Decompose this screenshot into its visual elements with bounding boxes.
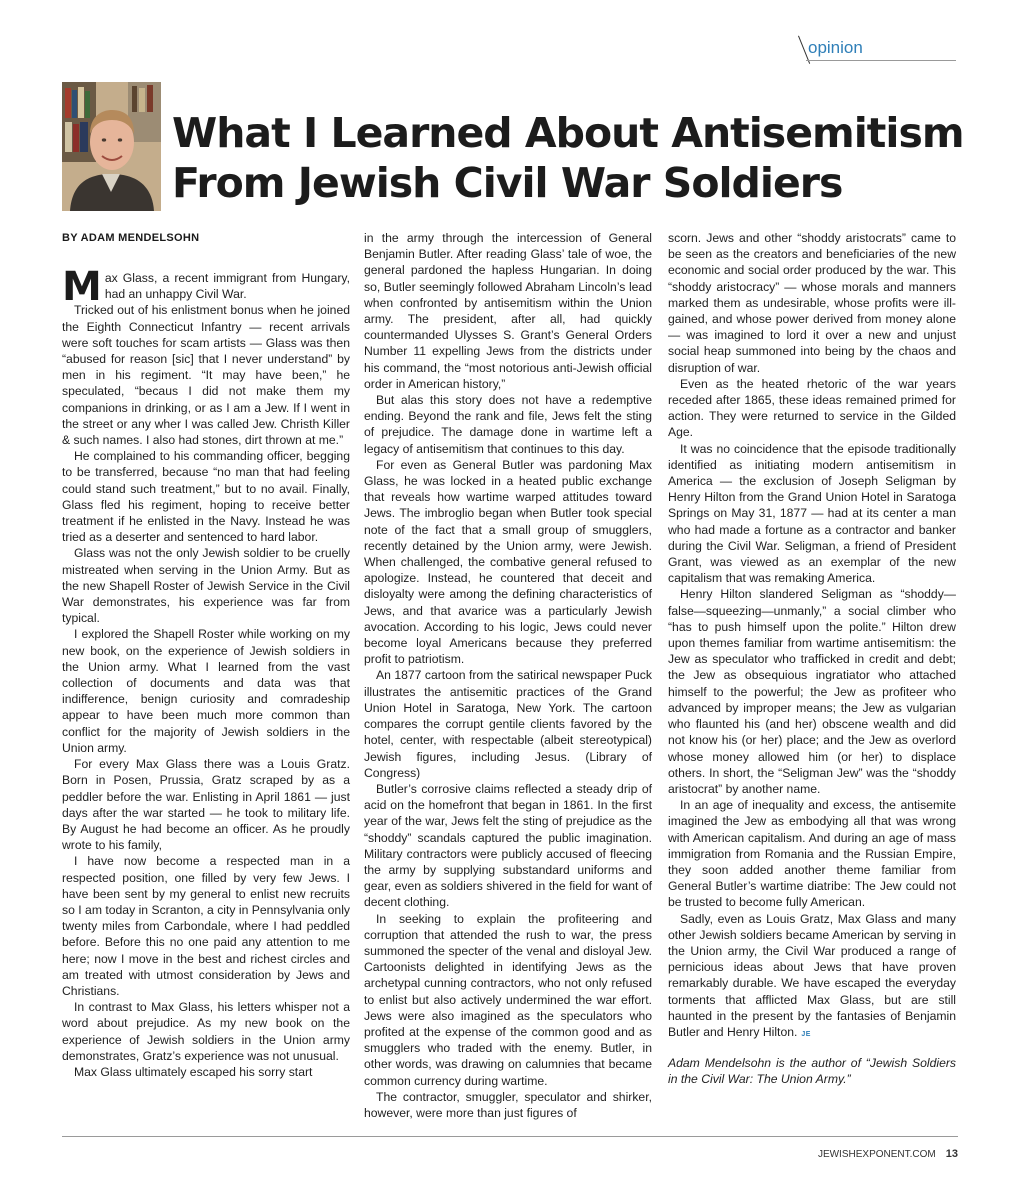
paragraph: In contrast to Max Glass, his letters whisper not a word about prejudice. As my new book on the experience of Jewish soldiers in the Union army demonstrates, Gratz’s experience was not unusual.	[62, 1000, 350, 1063]
paragraph: He complained to his commanding officer, begging to be transferred, because “no man that had feeling could stand such treatment,” but to no avail. Finally, Glass fled his regiment, hoping to receive better treatment if he enlisted in the Navy. Instead he was tried as a deserter and sentenced to hard labor.	[62, 449, 350, 545]
headline	[172, 108, 972, 208]
footer	[818, 1148, 958, 1160]
quoted-letter: I have now become a respected man in a respected position, one filled by very few Jews. I have been sent by my general to enlist new recruits so I am today in Scranton, a city in Pennsylvania only twenty miles from Carbondale, where I had peddled before. Before this no one paid any attention to me here; now I move in the best and richest circles and am treated with utmost consideration by Jews and Christians.	[62, 854, 350, 998]
paragraph: But alas this story does not have a redemptive ending. Beyond the rank and file, Jews felt the sting of prejudice. The damage done in wartime left a legacy of antisemitism that continues to this day.	[364, 393, 652, 456]
paragraph: The contractor, smuggler, speculator and shirker, however, were more than just figures of	[364, 1089, 652, 1120]
paragraph: In an age of inequality and excess, the antisemite imagined the Jew as embodying all that was wrong with American capitalism. And during an age of mass immigration from Romania and the Russian Empire, they soon added another theme familiar from General Butler’s wartime diatribe: The Jew could not be trusted to become fully American.	[668, 798, 956, 910]
section-rule	[806, 60, 956, 61]
paragraph: in the army through the intercession of General Benjamin Butler. After reading Glass’ tale of woe, the general pardoned the hapless Hungarian. In doing so, Butler seemingly followed Abraham Lincoln’s lead when confronted by antisemitism within the Union army. The president, after all, had quickly countermanded Ulysses S. Grant’s General Orders Number 11 expelling Jews from the districts under his command, the “most notorious anti-Jewish official order in American history,”	[364, 231, 652, 391]
paragraph-text: Sadly, even as Louis Gratz, Max Glass and many other Jewish soldiers became American by serving in the Union army, the Civil War produced a range of pernicious ideas about Jews that have proven remarkably durable. We have escaped the everyday torments that afflicted Max Glass, but are still haunted in the present by the fantasies of Benjamin Butler and Henry Hilton.	[668, 911, 956, 1039]
footer-site[interactable]: JEWISHEXPONENT.COM	[817, 1149, 936, 1160]
headline-line-2: From Jewish Civil War Soldiers	[172, 159, 843, 207]
paragraph: scorn. Jews and other “shoddy aristocrats” came to be seen as the creators and beneficiaries of the new economic and social order produced by the war. This “shoddy aristocracy” — whose morals and manners marked them as undesirable, whose profits were ill-gained, and whose power derived from money alone — was imagined to lord it over a new and unjust social heap summoned into being by the chaos and disruption of war.	[668, 231, 956, 375]
author-photo	[62, 82, 161, 211]
paragraph	[62, 264, 350, 310]
paragraph: It was no coincidence that the episode traditionally identified as initiating modern antisemitism in America — the exclusion of Joseph Seligman by Henry Hilton from the Grand Union Hotel in Saratoga Springs on May 31, 1877 — had at its center a man who had made a fortune as a contractor and banker during the Civil War. Seligman, a friend of President Grant, was viewed as an exemplar of the new capitalism that was remaking America.	[668, 441, 956, 586]
paragraph: Glass was not the only Jewish soldier to be cruelly mistreated when serving in the Union Army. But as the new Shapell Roster of Jewish Service in the Civil War demonstrates, his experience was far from typical.	[62, 546, 350, 626]
page-number: 13	[945, 1148, 958, 1160]
section-label[interactable]: opinion	[808, 38, 863, 57]
article-column-3	[668, 230, 956, 1088]
article-column-1	[62, 264, 350, 1080]
paragraph: I explored the Shapell Roster while working on my new book, on the experience of Jewish soldiers in the Union army. What I learned from the vast collection of documents and data was that indifference, benign curiosity and comradeship appear to have been much more common than conflict for the majority of Jewish soldiers in the Union army.	[62, 627, 350, 755]
paragraph: In seeking to explain the profiteering and corruption that attended the rush to war, the press summoned the specter of the venal and disloyal Jew. Cartoonists delighted in identifying Jews as the archetypal cunning contractors, who not only refused to enlist but also actively undermined the war effort. Jews were also imagined as the speculators who profited at the expense of the common good and as smugglers who traded with the enemy. Butler, in other words, was drawing on calumnies that became common currency during wartime.	[364, 911, 652, 1088]
paragraph: For even as General Butler was pardoning Max Glass, he was locked in a heated public exchange that reveals how wartime warped attitudes toward Jews. The imbroglio began when Butler took special note of the fact that a small group of smugglers, recently detained by the Union army, were Jewish. When challenged, the combative general refused to apologize. Instead, he countered that deceit and disloyalty were among the defining characteristics of Jews, and that avarice was a particularly Jewish avocation. According to his logic, Jews could never become loyal Americans because they preferred profit to patriotism.	[364, 457, 652, 667]
article-column-2	[364, 230, 652, 1121]
image-caption: An 1877 cartoon from the satirical newspaper Puck illustrates the antisemitic practices of the Grand Union Hotel in Saratoga, New York. The cartoon compares the corrupt gentile clients favored by the hotel, center, with respectable (albeit stereotypical) Jewish figures, including Jesus. (Library of Congress)	[364, 668, 652, 780]
paragraph: Max Glass ultimately escaped his sorry start	[74, 1064, 313, 1079]
byline: BY ADAM MENDELSOHN	[62, 232, 200, 244]
paragraph: For every Max Glass there was a Louis Gratz. Born in Posen, Prussia, Gratz scraped by as a peddler before the war. Enlisting in April 1861 — just days after the war started — he took to military life. By August he had become an officer. As he proudly wrote to his family,	[62, 757, 350, 853]
paragraph: Tricked out of his enlistment bonus when he joined the Eighth Connecticut Infantry — recent arrivals were soft touches for scam artists — Glass was then “abused for reason [sic] that I never understand” by men in his regiment. “It may have been,” he speculated, “becaus I did not make them my companions in drinking, or as I am a Jew. If I went in the street or any wher I was called Jew. Christh Killer & such names. I also had stones, dirt thrown at me.”	[62, 303, 350, 448]
headline-line-1: What I Learned About Antisemitism	[172, 109, 964, 157]
paragraph	[668, 911, 956, 1044]
footer-rule	[62, 1136, 958, 1137]
drop-cap: M	[62, 264, 102, 310]
paragraph-text: ax Glass, a recent immigrant from Hungary, had an unhappy Civil War.	[104, 271, 350, 302]
author-portrait-image	[62, 82, 161, 211]
paragraph: Even as the heated rhetoric of the war years receded after 1865, these ideas remained primed for action. They were returned to service in the Gilded Age.	[668, 376, 956, 440]
paragraph: Butler’s corrosive claims reflected a steady drip of acid on the homefront that began in 1861. In the first year of the war, Jews felt the sting of prejudice as the “shoddy” scandals captured the public imagination. Military contractors were publicly accused of fleecing the army by supplying substandard uniforms and gear, even as soldiers shivered in the field for want of decent clothing.	[364, 781, 652, 910]
author-bio: Adam Mendelsohn is the author of “Jewish Soldiers in the Civil War: The Union Army.”	[668, 1056, 956, 1087]
end-mark: JE	[801, 1030, 811, 1038]
paragraph: Henry Hilton slandered Seligman as “shoddy—false—squeezing—unmanly,” a social climber who “has to push himself upon the polite.” Hilton drew upon themes familiar from wartime antisemitism: the Jew as speculator who trafficked in credit and debt; the Jew as obsequious ingratiator who attached himself to the powerful; the Jew as profiteer who advanced by improper means; the Jew as vulgarian who flaunted his (and her) obscene wealth and did not know his (or her) place; and the Jew as overlord whose money allowed him (or her) to displace others. In short, the “Seligman Jew” was the “shoddy aristocrat” by another name.	[668, 587, 956, 796]
section-tag	[794, 36, 956, 66]
